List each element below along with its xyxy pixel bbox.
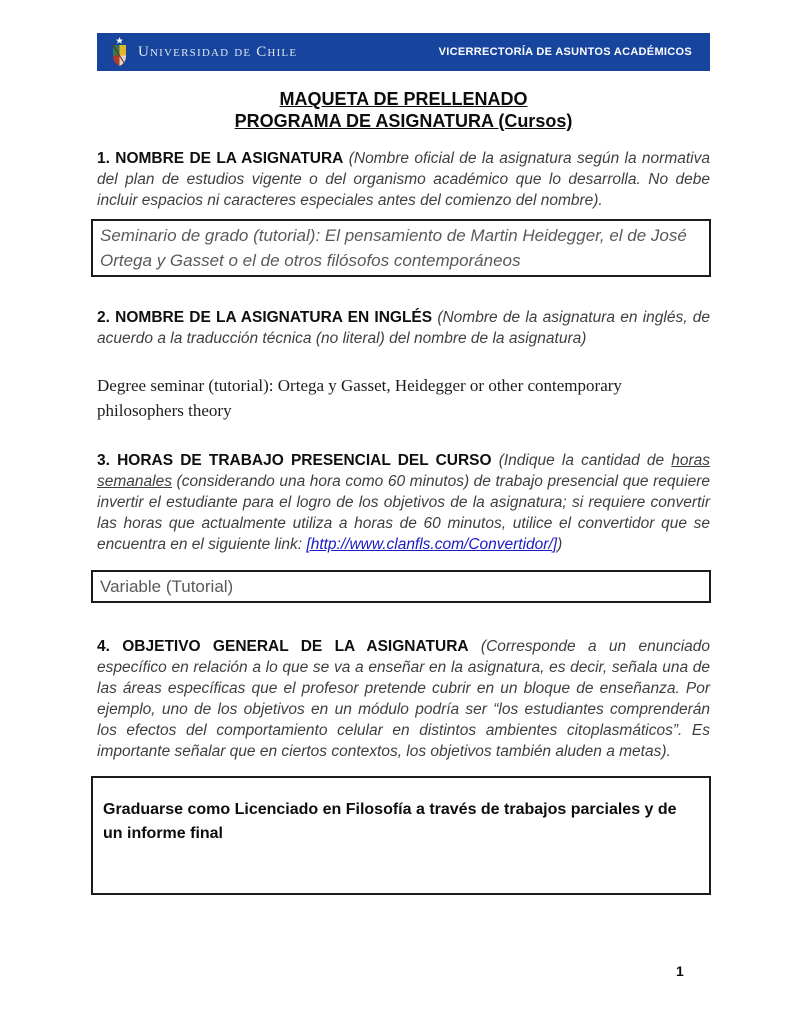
section-4-heading: 4. OBJETIVO GENERAL DE LA ASIGNATURA [97,638,469,655]
section-3-answer-text: Variable (Tutorial) [100,577,234,596]
vicerrectoria-label: VICERRECTORÍA DE ASUNTOS ACADÉMICOS [438,46,692,58]
section-1-intro [97,148,710,211]
university-name: Universidad de Chile [138,43,298,60]
title-line-2: PROGRAMA DE ASIGNATURA (Cursos) [234,111,573,131]
document-title [97,88,710,132]
section-3-heading: 3. HORAS DE TRABAJO PRESENCIAL DEL CURSO [97,452,492,469]
section-4-intro [97,636,710,762]
section-4-answer-text: Graduarse como Licenciado en Filosofía a través de trabajos parciales y de un informe final [103,801,677,842]
section-2-answer-text: Degree seminar (tutorial): Ortega y Gasset, Heidegger or other contemporary philosophers theory [97,376,622,420]
university-logo [111,37,439,67]
section-4-description: (Corresponde a un enunciado específico en relación a lo que se va a enseñar en la asignatura, es decir, señala una de las áreas específicas que el profesor pretende cubrir en un bloque de enseñanza. Por ejemplo, uno de los objetivos en un módulo podría ser “los estudiantes comprenderán los efectos del comportamiento celular en distintos ambientes citoplasmáticos”. Es importante señalar que en ciertos contextos, los objetivos también aluden a metas). [97,638,711,760]
section-2-intro [97,307,710,349]
section-1-description: (Nombre oficial de la asignatura según la normativa del plan de estudios vigente o del organismo académico que lo desarrolla. No debe incluir espacios ni caracteres especiales antes del comienzo del nombre). [97,150,710,209]
section-3-description-part3: ) [557,536,563,553]
section-3-answer-box [91,570,711,603]
section-1-heading: 1. NOMBRE DE LA ASIGNATURA [97,150,344,167]
section-2-description: (Nombre de la asignatura en inglés, de acuerdo a la traducción técnica (no literal) del nombre de la asignatura) [97,309,710,347]
header-banner [97,33,710,71]
convertidor-link[interactable]: [http://www.clanfls.com/Convertidor/] [306,536,558,553]
university-crest-icon [111,37,128,67]
section-4-answer-box [91,776,711,895]
section-1-answer-text: Seminario de grado (tutorial): El pensamiento de Martin Heidegger, el de José Ortega y Gasset o el de otros filósofos contemporáneos [100,226,687,270]
section-1-answer-box [91,219,711,277]
page-number: 1 [676,963,684,979]
section-3-description-part1: (Indique la cantidad de [491,452,672,469]
section-3-underlined-phrase: horas semanales [97,452,711,490]
section-2-heading: 2. NOMBRE DE LA ASIGNATURA EN INGLÉS [97,309,433,326]
section-3-intro [97,450,710,555]
section-3-description-part2: (considerando una hora como 60 minutos) de trabajo presencial que requiere invertir el estudiante para el logro de los objetivos de la asignatura; si requiere convertir las horas que actualmente utiliza a horas de 60 minutos, utilice el convertidor que se encuentra en el siguiente link: [97,473,710,553]
title-line-1: MAQUETA DE PRELLENADO [279,89,528,109]
